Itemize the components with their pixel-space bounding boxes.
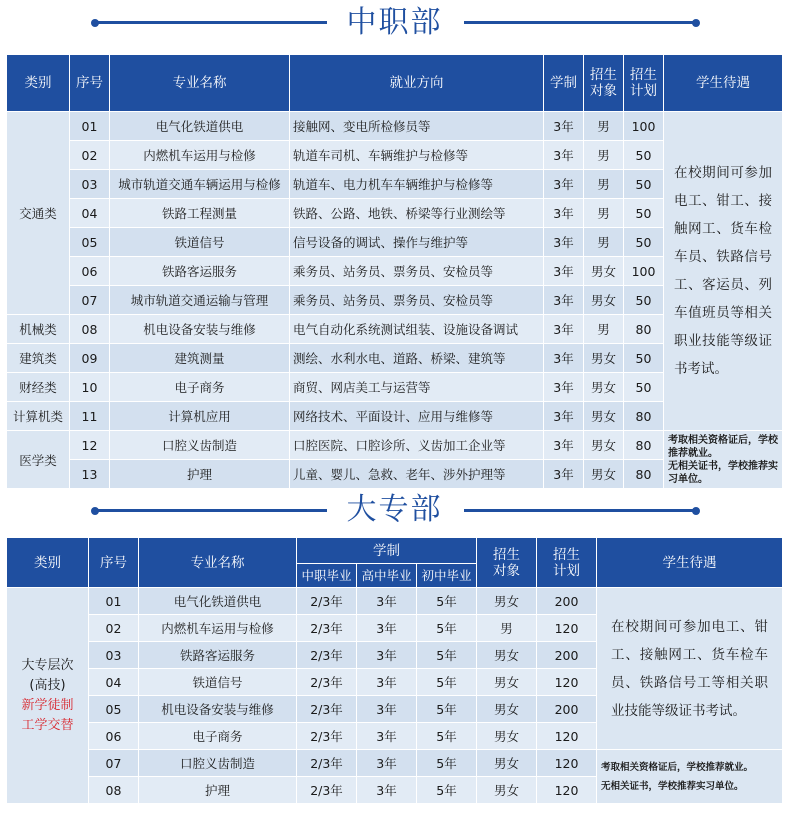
enrollment-plan: 100 (624, 112, 664, 141)
years-cz: 5年 (417, 723, 477, 750)
subheader-gz: 高中毕业 (357, 564, 417, 588)
years-zz: 2/3年 (297, 588, 357, 615)
major-name: 机电设备安装与维修 (139, 696, 297, 723)
enrollment-plan: 120 (537, 723, 597, 750)
student-treatment-note (597, 750, 783, 804)
table-row (7, 750, 783, 777)
major-name: 机电设备安装与维修 (110, 315, 290, 344)
years-cz: 5年 (417, 615, 477, 642)
enrollment-target: 男 (584, 141, 624, 170)
row-number: 12 (70, 431, 110, 460)
treatment-note-employment: 考取相关资格证后，学校推荐就业。 (668, 434, 778, 459)
enrollment-plan: 50 (624, 344, 664, 373)
major-name: 护理 (139, 777, 297, 804)
years-gz: 3年 (357, 588, 417, 615)
enrollment-target: 男女 (584, 460, 624, 489)
enrollment-plan: 50 (624, 228, 664, 257)
enrollment-plan: 50 (624, 141, 664, 170)
row-number: 08 (89, 777, 139, 804)
row-number: 03 (89, 642, 139, 669)
treatment-note-internship: 无相关证书，学校推荐实习单位。 (601, 780, 744, 792)
employment-direction: 儿童、婴儿、急救、老年、涉外护理等 (290, 460, 544, 489)
major-name: 建筑测量 (110, 344, 290, 373)
header-plan: 招生计划 (624, 55, 664, 112)
major-name: 城市轨道交通车辆运用与检修 (110, 170, 290, 199)
enrollment-target: 男 (584, 228, 624, 257)
years-gz: 3年 (357, 750, 417, 777)
row-number: 01 (89, 588, 139, 615)
enrollment-plan: 80 (624, 460, 664, 489)
study-years: 3年 (544, 431, 584, 460)
header-major: 专业名称 (139, 538, 297, 588)
header-number: 序号 (89, 538, 139, 588)
category-cell: 医学类 (7, 431, 70, 489)
header-target: 招生对象 (477, 538, 537, 588)
enrollment-plan: 50 (624, 286, 664, 315)
vocational-table (6, 54, 783, 489)
years-gz: 3年 (357, 615, 417, 642)
enrollment-plan: 50 (624, 199, 664, 228)
major-name: 口腔义齿制造 (110, 431, 290, 460)
enrollment-plan: 200 (537, 696, 597, 723)
study-years: 3年 (544, 170, 584, 199)
enrollment-plan: 80 (624, 431, 664, 460)
major-name: 城市轨道交通运输与管理 (110, 286, 290, 315)
study-years: 3年 (544, 373, 584, 402)
enrollment-plan: 200 (537, 588, 597, 615)
major-name: 铁道信号 (139, 669, 297, 696)
years-zz: 2/3年 (297, 696, 357, 723)
enrollment-target: 男女 (477, 588, 537, 615)
row-number: 03 (70, 170, 110, 199)
header-number: 序号 (70, 55, 110, 112)
college-section-header (0, 487, 789, 533)
enrollment-plan: 200 (537, 642, 597, 669)
enrollment-plan: 120 (537, 669, 597, 696)
major-name: 电子商务 (110, 373, 290, 402)
row-number: 10 (70, 373, 110, 402)
category-apprenticeship: 新学徒制 (21, 697, 74, 713)
major-name: 铁路工程测量 (110, 199, 290, 228)
enrollment-target: 男 (584, 199, 624, 228)
years-zz: 2/3年 (297, 723, 357, 750)
employment-direction: 乘务员、站务员、票务员、安检员等 (290, 257, 544, 286)
header-plan: 招生计划 (537, 538, 597, 588)
major-name: 电气化铁道供电 (110, 112, 290, 141)
row-number: 07 (70, 286, 110, 315)
years-gz: 3年 (357, 642, 417, 669)
study-years: 3年 (544, 402, 584, 431)
years-gz: 3年 (357, 723, 417, 750)
category-cell: 计算机类 (7, 402, 70, 431)
study-years: 3年 (544, 112, 584, 141)
study-years: 3年 (544, 286, 584, 315)
enrollment-target: 男女 (477, 642, 537, 669)
row-number: 05 (70, 228, 110, 257)
row-number: 07 (89, 750, 139, 777)
enrollment-target: 男女 (477, 723, 537, 750)
study-years: 3年 (544, 460, 584, 489)
row-number: 06 (70, 257, 110, 286)
row-number: 11 (70, 402, 110, 431)
years-zz: 2/3年 (297, 669, 357, 696)
enrollment-target: 男 (584, 112, 624, 141)
enrollment-target: 男 (477, 615, 537, 642)
treatment-note-employment: 考取相关资格证后，学校推荐就业。 (601, 761, 754, 773)
header-years: 学制 (544, 55, 584, 112)
employment-direction: 信号设备的调试、操作与维护等 (290, 228, 544, 257)
enrollment-target: 男 (584, 170, 624, 199)
header-direction: 就业方向 (290, 55, 544, 112)
employment-direction: 轨道车司机、车辆维护与检修等 (290, 141, 544, 170)
enrollment-plan: 80 (624, 402, 664, 431)
row-number: 04 (89, 669, 139, 696)
years-zz: 2/3年 (297, 642, 357, 669)
employment-direction: 电气自动化系统测试组装、设施设备调试 (290, 315, 544, 344)
major-name: 口腔义齿制造 (139, 750, 297, 777)
enrollment-target: 男女 (584, 402, 624, 431)
enrollment-target: 男女 (477, 777, 537, 804)
employment-direction: 商贸、网店美工与运营等 (290, 373, 544, 402)
enrollment-plan: 120 (537, 750, 597, 777)
header-treatment: 学生待遇 (664, 55, 783, 112)
row-number: 02 (89, 615, 139, 642)
row-number: 08 (70, 315, 110, 344)
header-target: 招生对象 (584, 55, 624, 112)
employment-direction: 网络技术、平面设计、应用与维修等 (290, 402, 544, 431)
years-cz: 5年 (417, 696, 477, 723)
employment-direction: 乘务员、站务员、票务员、安检员等 (290, 286, 544, 315)
employment-direction: 轨道车、电力机车车辆维护与检修等 (290, 170, 544, 199)
category-cell: 财经类 (7, 373, 70, 402)
years-gz: 3年 (357, 777, 417, 804)
enrollment-target: 男女 (584, 286, 624, 315)
college-title: 大专部 (346, 492, 443, 527)
header-years: 学制 (297, 538, 477, 564)
row-number: 01 (70, 112, 110, 141)
enrollment-target: 男女 (584, 373, 624, 402)
enrollment-plan: 100 (624, 257, 664, 286)
student-treatment: 在校期间可参加电工、钳工、接触网工、货车检车员、铁路信号工、客运员、列车值班员等相关职业技能等级证书考试。 (664, 112, 783, 431)
enrollment-target: 男女 (584, 344, 624, 373)
study-years: 3年 (544, 199, 584, 228)
header-major: 专业名称 (110, 55, 290, 112)
table-row (7, 112, 783, 141)
row-number: 05 (89, 696, 139, 723)
major-name: 护理 (110, 460, 290, 489)
major-name: 内燃机车运用与检修 (110, 141, 290, 170)
years-cz: 5年 (417, 777, 477, 804)
college-header-row (7, 538, 783, 564)
enrollment-target: 男女 (477, 696, 537, 723)
employment-direction: 测绘、水利水电、道路、桥梁、建筑等 (290, 344, 544, 373)
enrollment-target: 男女 (477, 669, 537, 696)
years-zz: 2/3年 (297, 777, 357, 804)
vocational-section-header (0, 0, 789, 46)
header-category: 类别 (7, 55, 70, 112)
major-name: 内燃机车运用与检修 (139, 615, 297, 642)
years-cz: 5年 (417, 669, 477, 696)
row-number: 02 (70, 141, 110, 170)
enrollment-target: 男女 (584, 257, 624, 286)
years-cz: 5年 (417, 750, 477, 777)
employment-direction: 铁路、公路、地铁、桥梁等行业测绘等 (290, 199, 544, 228)
vocational-header-row (7, 55, 783, 112)
study-years: 3年 (544, 141, 584, 170)
subheader-cz: 初中毕业 (417, 564, 477, 588)
college-table (6, 537, 783, 804)
table-row (7, 431, 783, 460)
enrollment-plan: 50 (624, 170, 664, 199)
treatment-note-internship: 无相关证书，学校推荐实习单位。 (668, 460, 778, 485)
category-work-study: 工学交替 (21, 717, 74, 733)
enrollment-plan: 50 (624, 373, 664, 402)
enrollment-target: 男 (584, 315, 624, 344)
category-cell: 机械类 (7, 315, 70, 344)
years-cz: 5年 (417, 588, 477, 615)
student-treatment: 在校期间可参加电工、钳工、接触网工、货车检车员、铁路信号工等相关职业技能等级证书考试。 (597, 588, 783, 750)
years-gz: 3年 (357, 696, 417, 723)
employment-direction: 接触网、变电所检修员等 (290, 112, 544, 141)
enrollment-plan: 80 (624, 315, 664, 344)
row-number: 06 (89, 723, 139, 750)
major-name: 电气化铁道供电 (139, 588, 297, 615)
employment-direction: 口腔医院、口腔诊所、义齿加工企业等 (290, 431, 544, 460)
years-cz: 5年 (417, 642, 477, 669)
category-cell: 建筑类 (7, 344, 70, 373)
category-level-note: (高技) (29, 677, 66, 693)
major-name: 铁路客运服务 (110, 257, 290, 286)
enrollment-target: 男女 (584, 431, 624, 460)
enrollment-target: 男女 (477, 750, 537, 777)
row-number: 09 (70, 344, 110, 373)
years-zz: 2/3年 (297, 750, 357, 777)
vocational-title: 中职部 (346, 5, 443, 40)
header-treatment: 学生待遇 (597, 538, 783, 588)
row-number: 13 (70, 460, 110, 489)
major-name: 铁道信号 (110, 228, 290, 257)
category-cell: 交通类 (7, 112, 70, 315)
subheader-zz: 中职毕业 (297, 564, 357, 588)
study-years: 3年 (544, 257, 584, 286)
row-number: 04 (70, 199, 110, 228)
category-level: 大专层次 (21, 657, 74, 673)
major-name: 电子商务 (139, 723, 297, 750)
header-category: 类别 (7, 538, 89, 588)
student-treatment-note (664, 431, 783, 489)
study-years: 3年 (544, 315, 584, 344)
study-years: 3年 (544, 228, 584, 257)
years-zz: 2/3年 (297, 615, 357, 642)
category-cell (7, 588, 89, 804)
years-gz: 3年 (357, 669, 417, 696)
enrollment-plan: 120 (537, 777, 597, 804)
major-name: 计算机应用 (110, 402, 290, 431)
table-row (7, 588, 783, 615)
major-name: 铁路客运服务 (139, 642, 297, 669)
enrollment-plan: 120 (537, 615, 597, 642)
study-years: 3年 (544, 344, 584, 373)
